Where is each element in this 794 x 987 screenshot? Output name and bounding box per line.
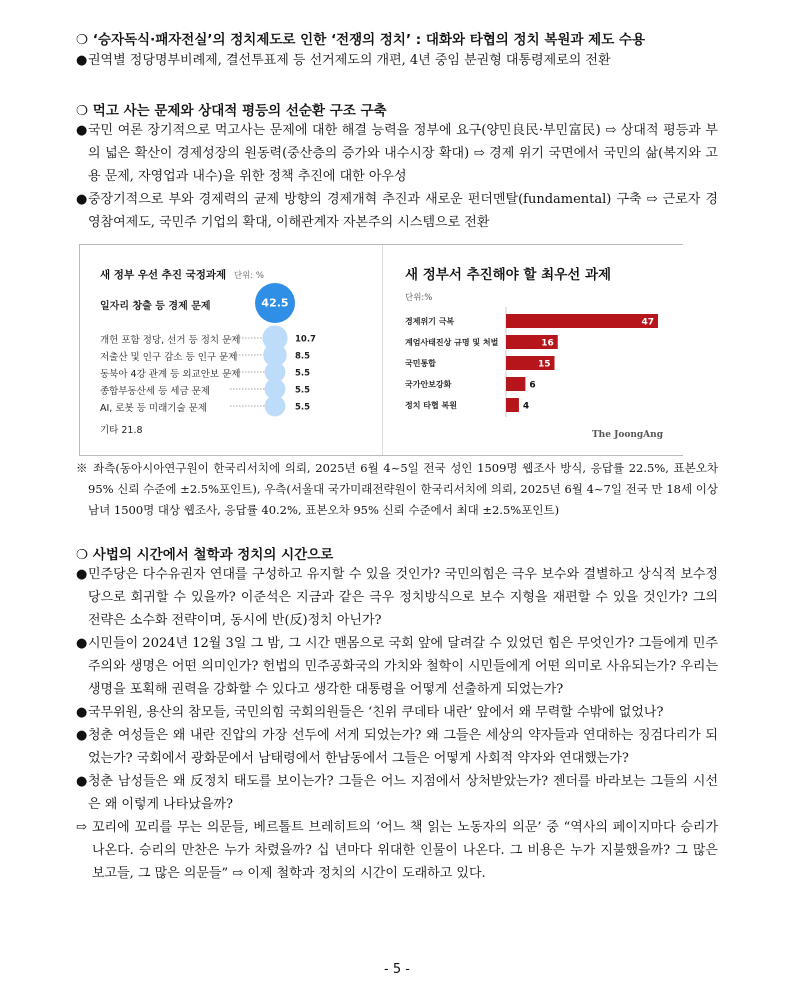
- section3-heading: ❍ 사법의 시간에서 철학과 정치의 시간으로: [76, 547, 334, 563]
- survey-note: [76, 458, 718, 521]
- bullet-item: [76, 563, 718, 632]
- section2-heading: ❍ 먹고 사는 문제와 상대적 평등의 선순환 구조 구축: [76, 103, 387, 119]
- bullet-item: [76, 188, 718, 234]
- bullet-text: 중장기적으로 부와 경제력의 균제 방향의 경제개혁 추진과 새로운 펀더멘탈(fundamental) 구축 ⇨ 근로자 경영참여제도, 국민주 기업의 확대, 이해관계자 자본주의 시스템으로 전환: [88, 192, 718, 230]
- right-category-label: 국민통합: [405, 359, 436, 368]
- bullet-marker: ●: [76, 53, 88, 68]
- right-chart-svg: [383, 245, 683, 455]
- bullet-item: [76, 701, 718, 724]
- bullet-marker: ●: [76, 728, 88, 743]
- chart-source: The JoongAng: [591, 430, 663, 440]
- data-label: 8.5: [295, 351, 311, 362]
- left-chart-title: 새 정부 우선 추진 국정과제: [100, 269, 227, 281]
- bullet-text: 국민 여론 장기적으로 먹고사는 문제에 대한 해결 능력을 정부에 요구(양민良民·부민富民) ⇨ 상대적 평등과 부의 넓은 확산이 경제성장의 원동력(중산층의 증가와 내수시장 확대) ⇨ 경제 위기 국면에서 국민의 삶(복지와 고용 문제, 자영업과 내수)을 위한 정책 추진에 대한 아우성: [88, 123, 718, 184]
- bullet-item: [76, 119, 718, 188]
- bullet-text: 민주당은 다수유권자 연대를 구성하고 유지할 수 있을 것인가? 국민의힘은 극우 보수와 결별하고 상식적 보수정당으로 회귀할 수 있을까? 이준석은 지금과 같은 극우 정치방식으로 보수 지형을 재편할 수 있을 것인가? 그의 전략은 소수화 전략이며, 동시에 반(反)정치 아닌가?: [88, 567, 718, 628]
- page-number: - 5 -: [384, 962, 410, 977]
- section1-heading: ❍ ‘승자독식·패자전실’의 정치제도로 인한 ‘전쟁의 정치’ : 대화와 타협의 정치 복원과 제도 수용: [76, 32, 646, 48]
- left-category-label: AI, 로봇 등 미래기술 문제: [100, 403, 207, 414]
- bubble: [265, 396, 286, 417]
- right-chart-unit: 단위:%: [405, 293, 433, 303]
- left-other-label: 기타 21.8: [100, 425, 143, 436]
- left-category-label: 일자리 창출 등 경제 문제: [100, 301, 211, 312]
- data-label: 42.5: [261, 296, 289, 310]
- bullet-marker: ●: [76, 705, 88, 720]
- data-label: 5.5: [295, 402, 311, 413]
- right-chart-title: 새 정부서 추진해야 할 최우선 과제: [405, 267, 612, 283]
- bullet-item: [76, 770, 718, 816]
- bullet-marker: ●: [76, 774, 88, 789]
- right-category-label: 경제위기 극복: [405, 317, 455, 326]
- bullet-marker: ●: [76, 636, 88, 651]
- bar-value-label: 15: [537, 359, 551, 370]
- left-category-label: 종합부동산세 등 세금 문제: [100, 386, 211, 397]
- bullet-marker: ●: [76, 192, 88, 207]
- data-label: 5.5: [295, 385, 311, 396]
- right-category-label: 국가안보강화: [405, 380, 452, 389]
- bar-value-label: 6: [529, 380, 536, 391]
- section3-bullets: [76, 563, 718, 885]
- bar: [506, 398, 519, 412]
- bullet-item: [76, 49, 718, 72]
- bullet-text: 청춘 여성들은 왜 내란 진압의 가장 선두에 서게 되었는가? 왜 그들은 세상의 약자들과 연대하는 징검다리가 되었는가? 국회에서 광화문에서 남태령에서 한남동에서 그들은 어떻게 사회적 약자와 연대했는가?: [88, 728, 718, 766]
- data-label: 5.5: [295, 368, 311, 379]
- right-category-label: 계엄사태진상 규명 및 처벌: [405, 338, 499, 347]
- bar-value-label: 16: [541, 338, 554, 349]
- right-chart-panel: [382, 245, 683, 455]
- bar: [506, 377, 525, 391]
- section1-bullets: [76, 49, 718, 72]
- bar-value-label: 47: [641, 317, 654, 328]
- bullet-marker: ●: [76, 123, 88, 138]
- conclusion-text: 꼬리에 꼬리를 무는 의문들, 베르톨트 브레히트의 ‘어느 책 읽는 노동자의 의문’ 중 “역사의 페이지마다 승리가 나온다. 승리의 만찬은 누가 차렸을까? 십 년마다 위대한 인물이 나온다. 그 비용은 누가 지불했을까? 그 많은 보고들, 그 많은 의문들” ⇨ 이제 철학과 정치의 시간이 도래하고 있다.: [92, 820, 718, 881]
- arrow-marker: ⇨: [76, 820, 87, 835]
- bullet-marker: ●: [76, 567, 88, 582]
- left-category-label: 개헌 포함 정당, 선거 등 정치 문제: [100, 335, 241, 346]
- bullet-text: 시민들이 2024년 12월 3일 그 밤, 그 시간 맨몸으로 국회 앞에 달려갈 수 있었던 힘은 무엇인가? 그들에게 민주주의와 생명은 어떤 의미인가? 헌법의 민주공화국의 가치와 철학이 시민들에게 어떤 의미로 사유되는가? 우리는 생명을 포획해 권력을 강화할 수 있다고 생각한 대통령을 어떻게 선출하게 되었는가?: [88, 636, 718, 697]
- section2-bullets: [76, 119, 718, 234]
- data-label: 10.7: [295, 334, 316, 345]
- conclusion-item: [76, 816, 718, 885]
- left-chart-unit: 단위: %: [233, 271, 264, 281]
- survey-figure: [79, 244, 683, 456]
- bullet-text: 국무위원, 용산의 참모들, 국민의힘 국회의원들은 ‘친위 쿠데타 내란’ 앞에서 왜 무력할 수밖에 없었나?: [88, 705, 664, 720]
- survey-note-text: ※ 좌측(동아시아연구원이 한국리서치에 의뢰, 2025년 6월 4~5일 전국 성인 1509명 웹조사 방식, 응답률 22.5%, 표본오차 95% 신뢰 수준에 ±2.5%포인트), 우측(서울대 국가미래전략원이 한국리서치에 의뢰, 2025년 6월 4~7일 전국 만 18세 이상 남녀 1500명 대상 웹조사, 응답률 40.2%, 표본오차 95% 신뢰 수준에서 최대 ±2.5%포인트): [76, 461, 718, 517]
- left-category-label: 동북아 4강 관계 등 외교안보 문제: [100, 369, 241, 380]
- bullet-text: 권역별 정당명부비례제, 결선투표제 등 선거제도의 개편, 4년 중임 분권형 대통령제로의 전환: [88, 53, 611, 68]
- left-chart-panel: [80, 245, 380, 455]
- left-category-label: 저출산 및 인구 감소 등 인구 문제: [100, 352, 238, 363]
- right-category-label: 정치 타협 복원: [405, 401, 457, 410]
- bullet-item: [76, 632, 718, 701]
- bar-value-label: 4: [522, 401, 530, 412]
- bar: [506, 314, 658, 328]
- bullet-text: 청춘 남성들은 왜 反정치 태도를 보이는가? 그들은 어느 지점에서 상처받았는가? 젠더를 바라보는 그들의 시선은 왜 이렇게 나타났을까?: [88, 774, 718, 812]
- bullet-item: [76, 724, 718, 770]
